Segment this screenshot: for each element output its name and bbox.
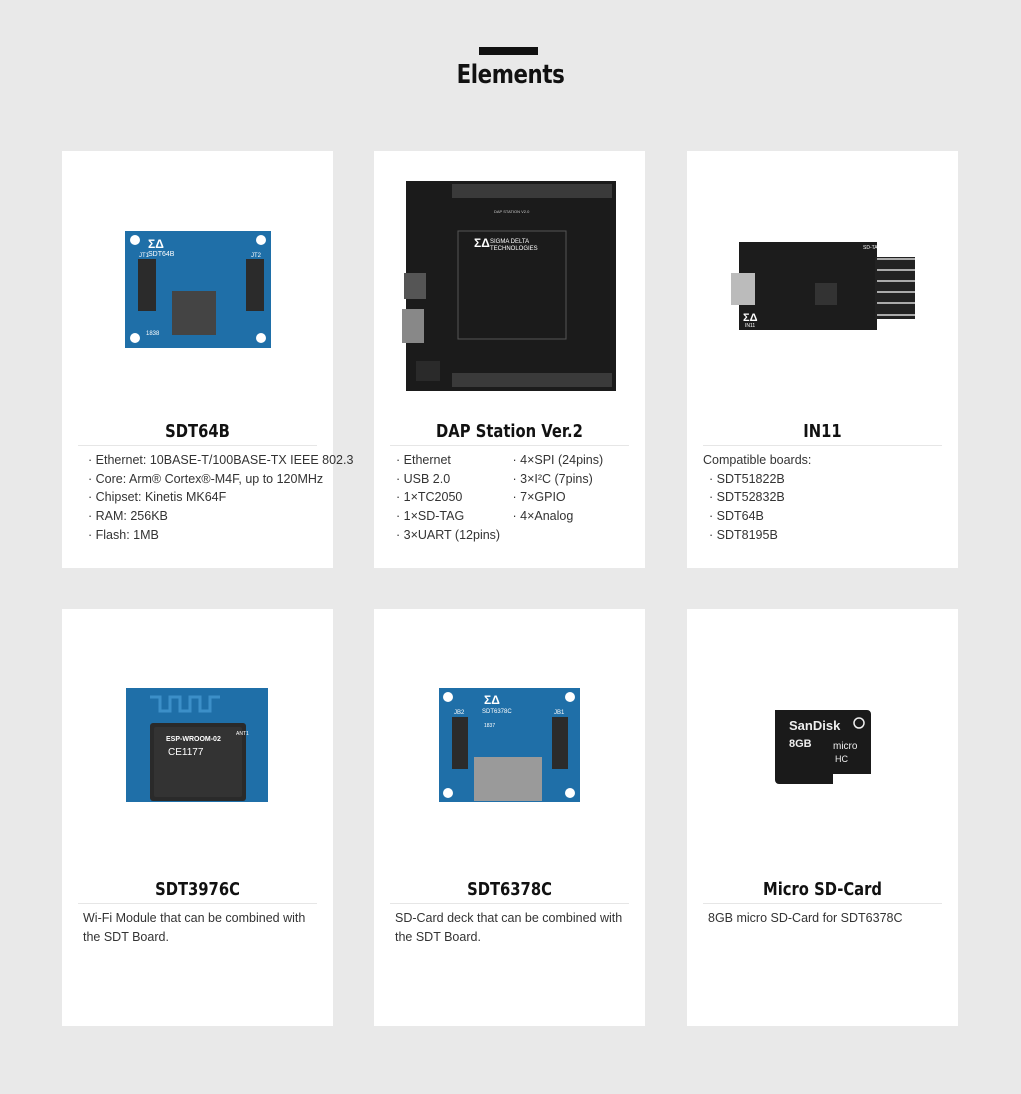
product-card-sdt64b	[62, 151, 354, 568]
product-image-dap-station	[374, 151, 645, 411]
product-description	[708, 909, 942, 928]
product-image-in11	[687, 151, 958, 411]
product-name: Micro SD-Card	[763, 879, 882, 900]
board-item: · SDT8195B	[709, 527, 778, 542]
divider	[703, 445, 942, 446]
divider	[390, 445, 629, 446]
product-card-sdt3976c	[62, 609, 333, 1026]
product-description	[83, 909, 317, 946]
svg-text:8GB: 8GB	[789, 738, 812, 750]
product-specs	[88, 451, 354, 545]
svg-text:1837: 1837	[484, 723, 496, 729]
product-name: SDT6378C	[467, 879, 552, 900]
svg-text:ΣΔ: ΣΔ	[484, 693, 500, 707]
product-card-sdt6378c	[374, 609, 645, 1026]
board-item: · SDT51822B	[709, 471, 785, 486]
spec-item: · Flash: 1MB	[88, 527, 159, 542]
description-text: Wi-Fi Module that can be combined with the SDT Board.	[83, 911, 306, 944]
svg-text:1838: 1838	[146, 331, 160, 337]
spec-item: · Ethernet: 10BASE-T/100BASE-TX IEEE 802.3	[88, 453, 354, 467]
product-image-sdt6378c	[374, 609, 645, 869]
product-image-micro-sd	[687, 609, 958, 869]
spec-item: · 3×UART (12pins)	[396, 527, 501, 542]
svg-text:SIGMA DELTA: SIGMA DELTA	[490, 239, 530, 245]
description-text: 8GB micro SD-Card for SDT6378C	[708, 911, 903, 925]
product-name: DAP Station Ver.2	[436, 421, 583, 442]
product-image-sdt3976c	[62, 609, 333, 869]
compatible-boards	[703, 470, 942, 545]
svg-text:ESP-WROOM-02: ESP-WROOM-02	[166, 736, 221, 743]
product-description	[395, 909, 629, 946]
divider	[78, 445, 317, 446]
svg-text:ΣΔ: ΣΔ	[474, 236, 490, 250]
svg-text:SDT64B: SDT64B	[148, 251, 175, 258]
product-image-sdt64b	[62, 151, 333, 411]
board-item: · SDT64B	[709, 509, 764, 524]
product-name: IN11	[803, 421, 842, 442]
svg-text:SD-TAG: SD-TAG	[863, 245, 882, 251]
spec-item: · 4×SPI (24pins)	[512, 453, 604, 467]
spec-item: · 1×SD-TAG	[396, 509, 465, 524]
spec-item: · 7×GPIO	[512, 490, 566, 505]
product-name: SDT3976C	[155, 879, 240, 900]
product-card-dap-station	[374, 151, 645, 568]
divider	[390, 903, 629, 904]
spec-item: · 3×I²C (7pins)	[512, 471, 593, 486]
spec-item: · 4×Analog	[512, 509, 574, 524]
svg-text:micro: micro	[833, 741, 858, 752]
svg-text:ΣΔ: ΣΔ	[743, 312, 758, 324]
product-card-in11	[687, 151, 958, 568]
compatible-intro: Compatible boards:	[703, 453, 812, 467]
spec-column-left	[396, 451, 513, 545]
divider	[703, 903, 942, 904]
svg-text:JT2: JT2	[251, 253, 262, 259]
spec-column-right	[513, 451, 630, 545]
svg-text:HC: HC	[835, 754, 848, 764]
svg-text:SDT6378C: SDT6378C	[482, 709, 512, 715]
svg-text:ANT1: ANT1	[236, 731, 249, 737]
svg-text:SanDisk: SanDisk	[789, 718, 841, 733]
spec-item: · Ethernet	[396, 453, 451, 467]
description-text: SD-Card deck that can be combined with the SDT Board.	[395, 911, 623, 944]
page-title: Elements	[456, 60, 565, 90]
svg-text:CE1177: CE1177	[168, 747, 204, 758]
spec-item: · RAM: 256KB	[88, 509, 168, 524]
svg-text:DAP STATION V2.0: DAP STATION V2.0	[494, 209, 530, 214]
board-item: · SDT52832B	[709, 490, 785, 505]
spec-item: · Core: Arm® Cortex®-M4F, up to 120MHz	[88, 471, 324, 486]
product-specs	[703, 451, 942, 545]
spec-item: · USB 2.0	[396, 471, 451, 486]
product-specs	[396, 451, 629, 545]
product-name: SDT64B	[165, 421, 230, 442]
product-card-micro-sd	[687, 609, 958, 1026]
svg-text:JT1: JT1	[139, 253, 150, 259]
title-accent-bar	[479, 47, 538, 55]
svg-text:IN11: IN11	[745, 323, 756, 329]
divider	[78, 903, 317, 904]
svg-text:TECHNOLOGIES: TECHNOLOGIES	[490, 246, 538, 252]
spec-item: · Chipset: Kinetis MK64F	[88, 490, 227, 505]
svg-text:JB2: JB2	[454, 710, 465, 716]
svg-text:ΣΔ: ΣΔ	[148, 237, 164, 251]
spec-item: · 1×TC2050	[396, 490, 463, 505]
svg-text:JB1: JB1	[554, 710, 565, 716]
